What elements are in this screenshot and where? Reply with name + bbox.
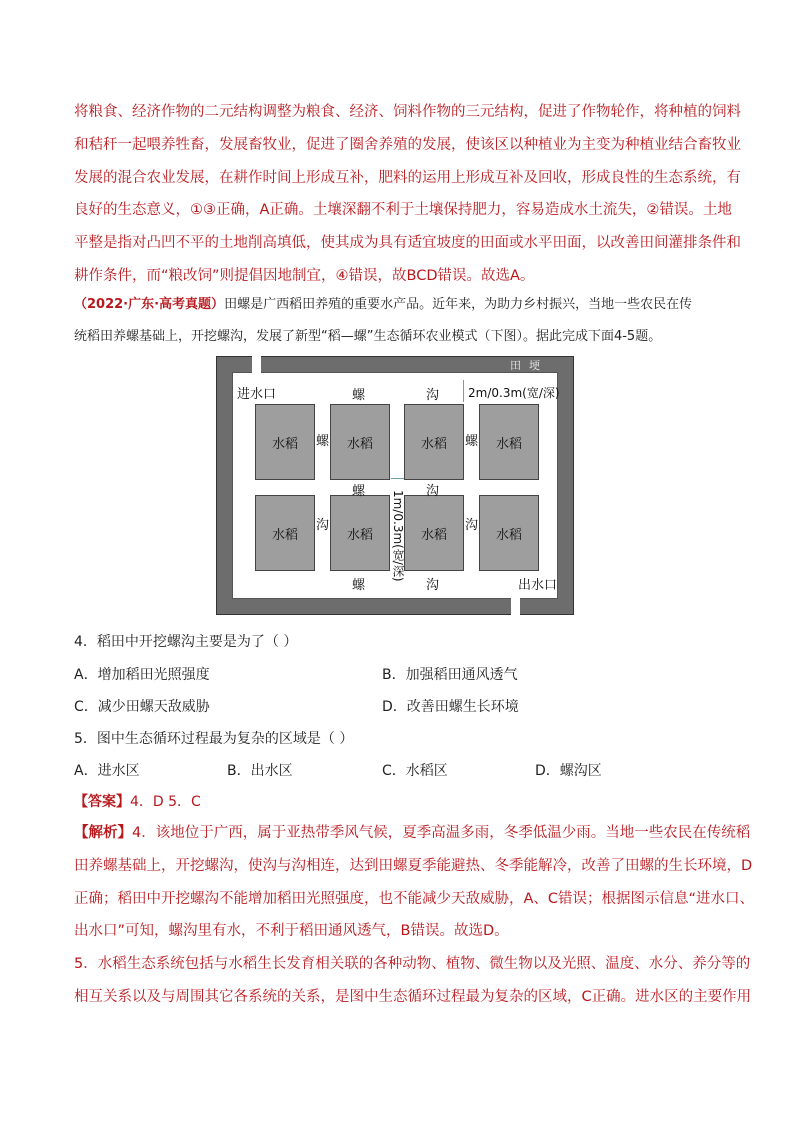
rice-plot: 水稻 [330,404,390,480]
inlet-label: 进水口 [237,387,277,402]
outlet-label: 出水口 [518,578,558,593]
source-text: 田螺是广西稻田养殖的重要水产品。近年来，为助力乡村振兴，当地一些农民在传 [224,297,693,312]
ditch-label: 沟 [316,518,330,533]
outlet-gap [511,598,520,615]
ditch-label: 沟 [426,578,440,593]
intro-line: 良好的生态意义，①③正确，A正确。土壤深翻不利于土壤保持肥力，容易造成水土流失，②错误。土地 [74,202,732,219]
snail-label: 螺 [352,578,366,593]
snail-label: 螺 [352,388,366,403]
exam-tag: （2022·广东·高考真题） [74,297,225,312]
rice-plot: 水稻 [479,404,539,480]
rice-plot: 水稻 [255,404,315,480]
intro-line: 将粮食、经济作物的二元结构调整为粮食、经济、饲料作物的三元结构，促进了作物轮作，将种植的饲料 [74,104,741,120]
option-4b: B．加强稻田通风透气 [382,667,518,683]
intro-line: 平整是指对凸凹不平的土地削高填低，使其成为具有适宜坡度的田面或水平田面，以改善田间灌排条件和 [74,235,741,252]
analysis-line: 相互关系以及与周围其它各系统的关系，是图中生态循环过程最为复杂的区域，C正确。进水区的主要作用 [74,988,752,1005]
ditch-width-label: 1m/0.3m(宽/深) [391,490,405,582]
analysis-line: 出水口”可知，螺沟里有水，不利于稻田通风透气，B错误。故选D。 [74,923,509,940]
ditch-label: 沟 [426,388,440,403]
analysis-line: 4．该地位于广西，属于亚热带季风气候，夏季高温多雨，冬季低温少雨。当地一些农民在传统稻 [132,825,751,841]
analysis-paragraph [74,817,755,1014]
option-4c: C．减少田螺天敌威胁 [74,699,210,715]
rice-plot: 水稻 [330,495,390,571]
ditch-width-label: 2m/0.3m(宽/深) [468,386,560,400]
question-4-stem: 4．稻田中开挖螺沟主要是为了（ ） [74,634,298,650]
rice-plot: 水稻 [255,495,315,571]
question-source [74,289,734,353]
answer-text: 4．D 5．C [130,794,201,810]
width-arrow [463,380,464,402]
option-4d: D．改善田螺生长环境 [382,699,519,715]
answer-line [74,791,201,811]
option-5b: B．出水区 [227,763,293,779]
inlet-gap [252,356,261,373]
intro-line: 耕作条件，而“粮改饲”则提倡因地制宜，④错误，故BCD错误。故选A。 [74,267,535,284]
source-text: 统稻田养螺基础上，开挖螺沟，发展了新型“稻—螺”生态循环农业模式（下图）。据此完成下面4-5题。 [74,329,662,344]
analysis-line: 田养螺基础上，开挖螺沟，使沟与沟相连，达到田螺夏季能避热、冬季能解冷，改善了田螺的生长环境，D [74,857,753,874]
analysis-tag: 【解析】 [74,825,132,841]
intro-paragraph [74,96,741,293]
rice-plot: 水稻 [404,495,464,571]
rice-plot: 水稻 [404,404,464,480]
snail-label: 螺 [352,484,366,499]
intro-line: 发展的混合农业发展，在耕作时间上形成互补，肥料的运用上形成互补及回收，形成良性的生态系统，有 [74,169,741,186]
question-5-stem: 5．图中生态循环过程最为复杂的区域是（ ） [74,731,354,747]
rice-plot: 水稻 [479,495,539,571]
ditch-label: 沟 [465,518,479,533]
answer-tag: 【答案】 [74,794,130,810]
width-arrow [391,478,404,479]
snail-label: 螺 [465,434,479,449]
option-5c: C．水稻区 [382,763,448,779]
option-4a: A．增加稻田光照强度 [74,667,210,683]
option-5a: A．进水区 [74,763,140,779]
snail-label: 螺 [316,434,330,449]
ditch-label: 沟 [426,484,440,499]
analysis-line: 正确；稻田中开挖螺沟不能增加稻田光照强度，也不能减少天敌威胁，A、C错误；根据图示信息“进水口、 [74,890,755,907]
rice-snail-diagram [216,356,574,615]
field-ridge-label: 田埂 [510,359,548,372]
intro-line: 和秸秆一起喂养牲畜，发展畜牧业，促进了圈舍养殖的发展，使该区以种植业为主变为种植业结合畜牧业 [74,136,741,153]
analysis-line: 5．水稻生态系统包括与水稻生长发育相关联的各种动物、植物、微生物以及光照、温度、水分、养分等的 [74,956,751,973]
option-5d: D．螺沟区 [535,763,602,779]
